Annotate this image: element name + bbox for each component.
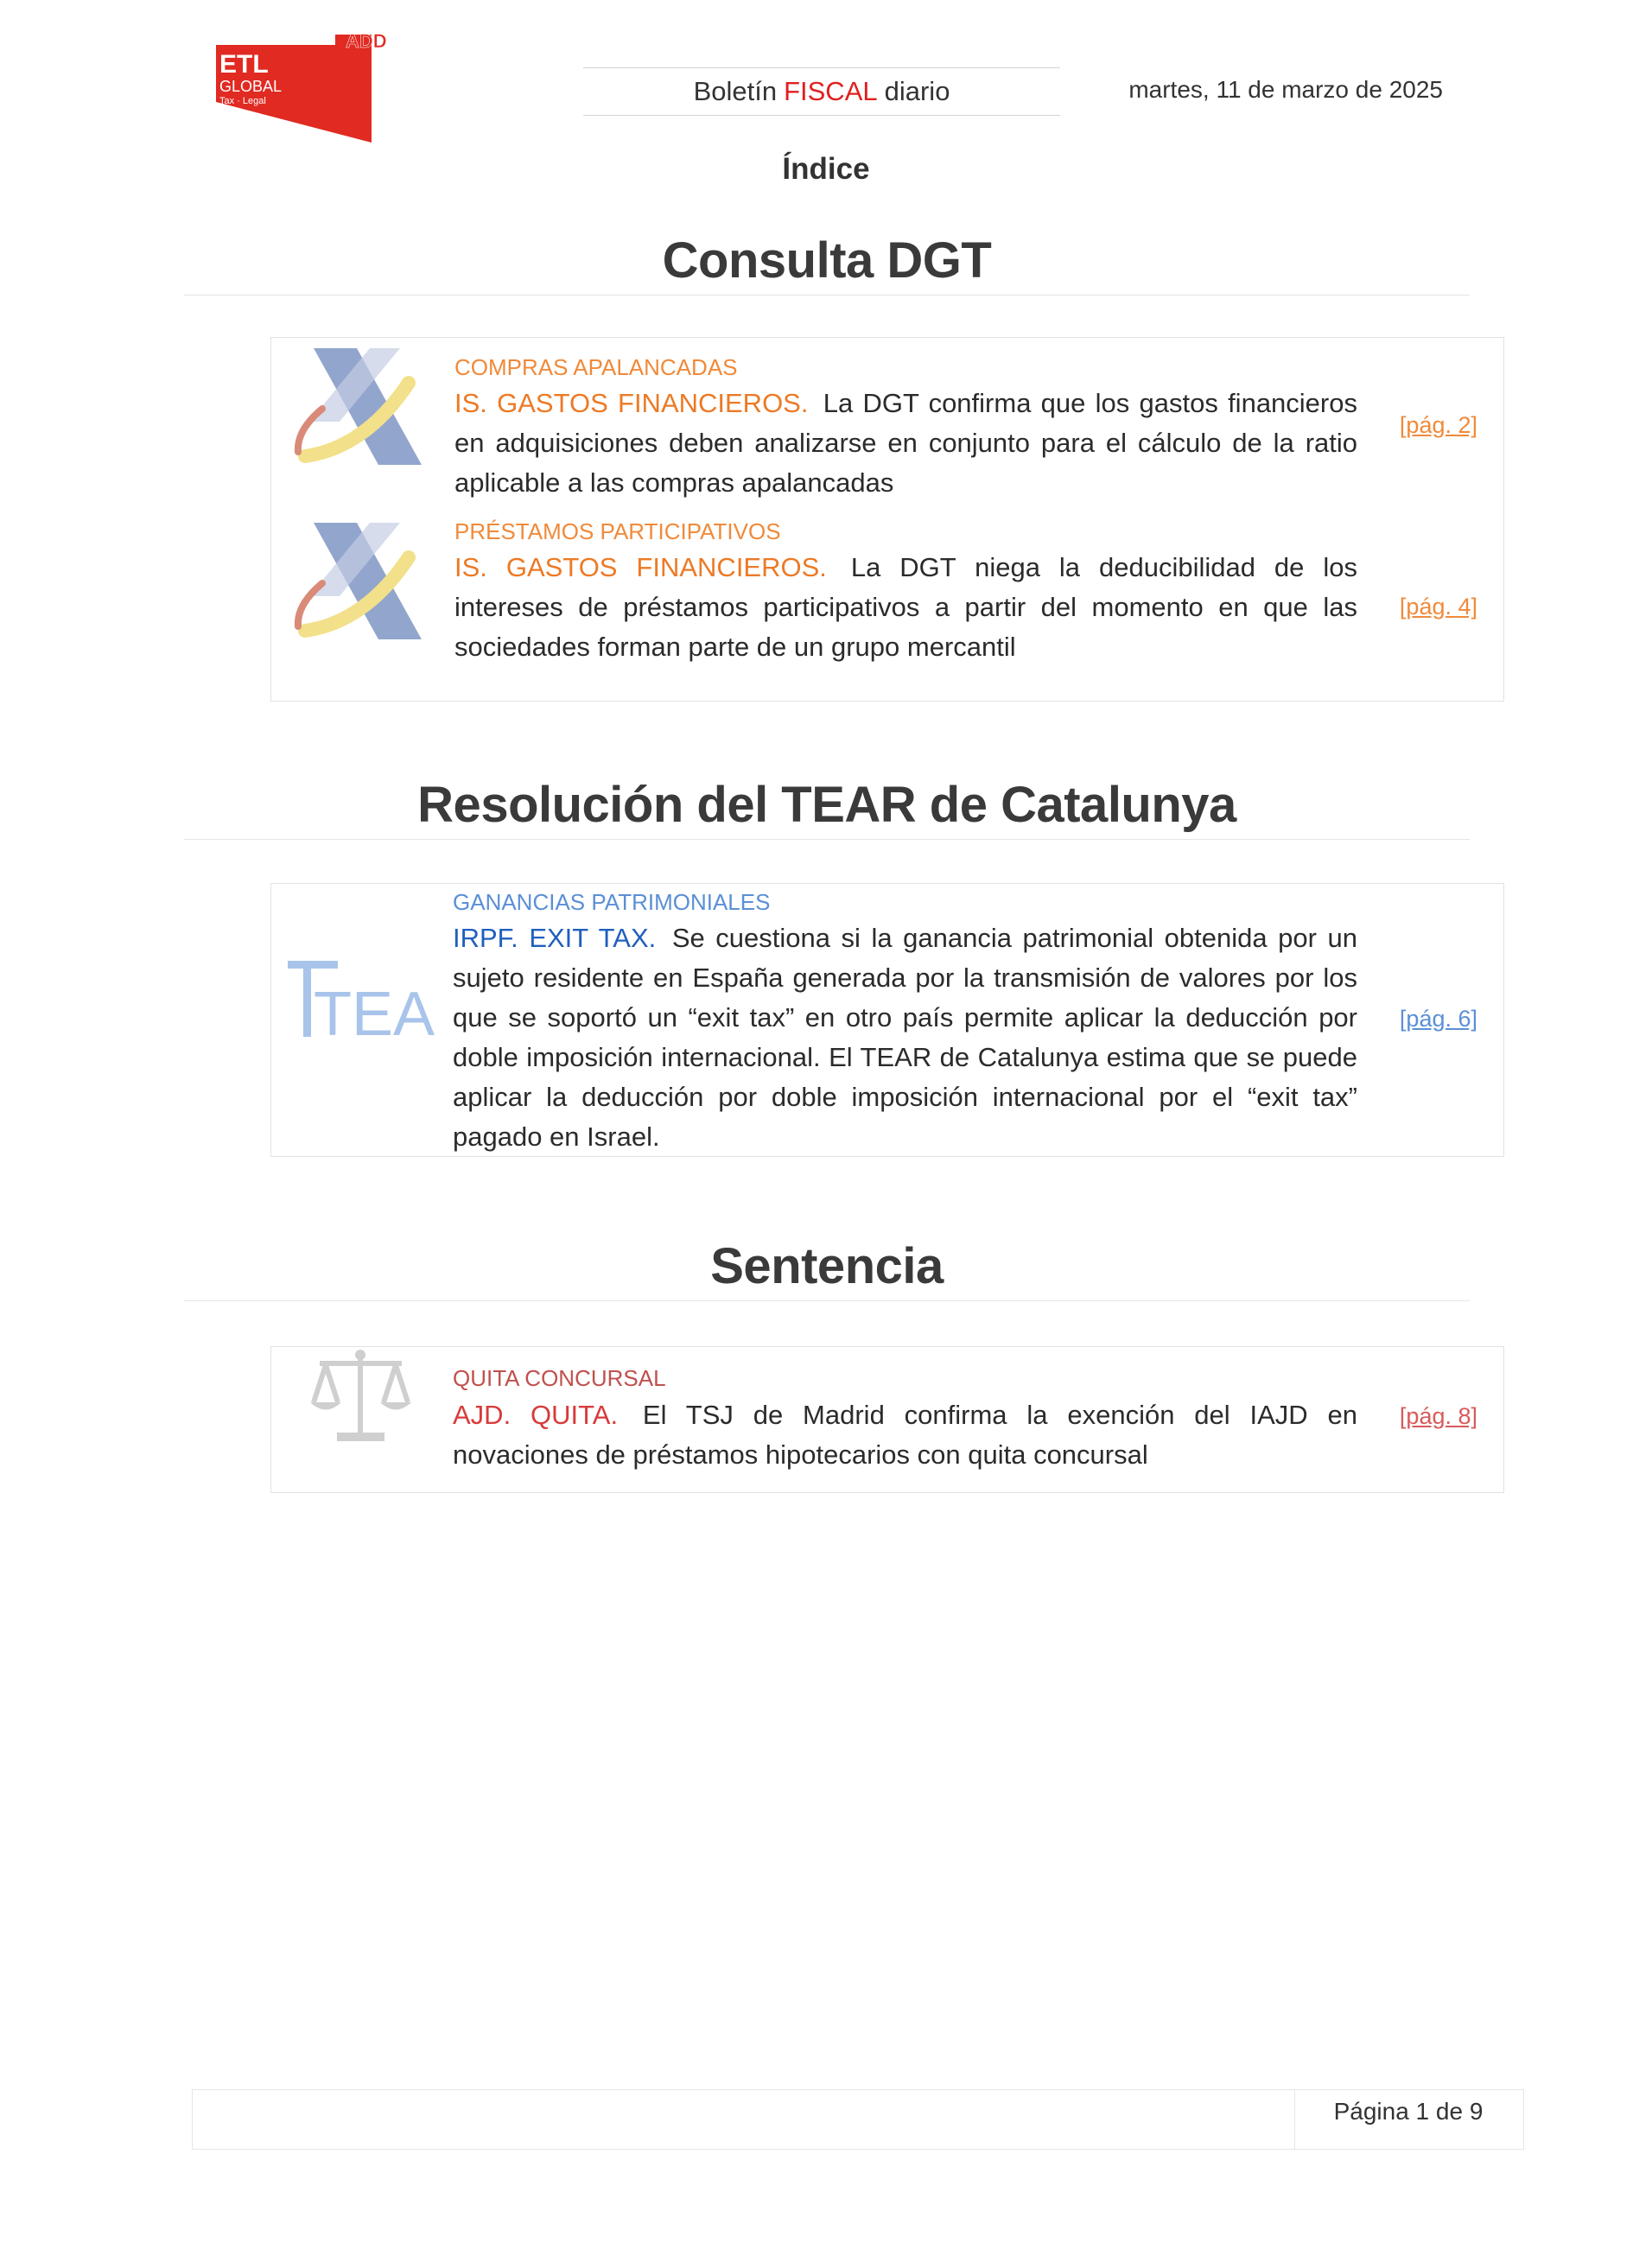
page-link[interactable]: [pág. 4]: [1399, 594, 1477, 620]
bulletin-date: martes, 11 de marzo de 2025: [1128, 76, 1443, 103]
item-lead: AJD. QUITA.: [453, 1400, 619, 1430]
svg-text:Tax · Legal: Tax · Legal: [219, 96, 266, 106]
item-summary: [454, 384, 1357, 503]
item-category: QUITA CONCURSAL: [453, 1365, 666, 1391]
section-title-sentencia: Sentencia: [184, 1237, 1470, 1301]
page-link[interactable]: [pág. 2]: [1399, 412, 1477, 438]
section-title-tear-catalunya: Resolución del TEAR de Catalunya: [184, 776, 1470, 840]
item-text: La DGT confirma que los gastos financieros en adquisiciones deben analizarse en conjunto para el cálculo de la ratio aplicable a las compras apalancadas: [454, 388, 1357, 498]
etl-global-logo: [216, 30, 387, 143]
item-lead: IS. GASTOS FINANCIEROS.: [454, 388, 809, 418]
item-text: La DGT niega la deducibilidad de los intereses de préstamos participativos a partir del momento en que las sociedades forman parte de un grupo mercantil: [454, 552, 1357, 662]
item-text: El TSJ de Madrid confirma la exención del IAJD en novaciones de préstamos hipotecarios con quita concursal: [453, 1400, 1358, 1470]
section-title-consulta-dgt: Consulta DGT: [184, 232, 1470, 295]
page-link[interactable]: [pág. 6]: [1399, 1006, 1477, 1032]
svg-text:ADD: ADD: [346, 30, 387, 52]
index-title: Índice: [782, 152, 870, 186]
item-lead: IRPF. EXIT TAX.: [453, 923, 657, 953]
bulletin-title: [583, 67, 1060, 116]
bulletin-title-suffix: diario: [884, 76, 950, 106]
svg-text:GLOBAL: GLOBAL: [219, 78, 283, 95]
item-category: PRÉSTAMOS PARTICIPATIVOS: [454, 518, 781, 544]
item-category: GANANCIAS PATRIMONIALES: [453, 889, 771, 915]
footer-divider: [1294, 2089, 1295, 2150]
bulletin-title-prefix: Boletín: [693, 76, 778, 106]
svg-text:ETL: ETL: [219, 50, 269, 79]
aeat-logo-icon: [288, 518, 426, 648]
item-text: Se cuestiona si la ganancia patrimonial obtenida por un sujeto residente en España generada por la transmisión de valores por los que se soportó un “exit tax” en otro país permite aplicar la deducción por doble imposición internacional. El TEAR de Catalunya estima que se puede aplicar la deducción por doble imposición internacional por el “exit tax” pagado en Israel.: [453, 923, 1357, 1152]
item-summary: [453, 1395, 1357, 1475]
page-link[interactable]: [pág. 8]: [1399, 1403, 1477, 1429]
page-number: Página 1 de 9: [1333, 2098, 1484, 2125]
scales-icon: [307, 1346, 415, 1450]
item-summary: [454, 548, 1357, 667]
item-lead: IS. GASTOS FINANCIEROS.: [454, 552, 827, 582]
item-summary: [453, 918, 1357, 1157]
tea-logo-icon: [288, 957, 435, 1049]
aeat-logo-icon: [288, 344, 426, 473]
item-category: COMPRAS APALANCADAS: [454, 354, 738, 380]
bulletin-title-highlight: FISCAL: [784, 76, 878, 106]
svg-text:TEA: TEA: [314, 980, 435, 1049]
